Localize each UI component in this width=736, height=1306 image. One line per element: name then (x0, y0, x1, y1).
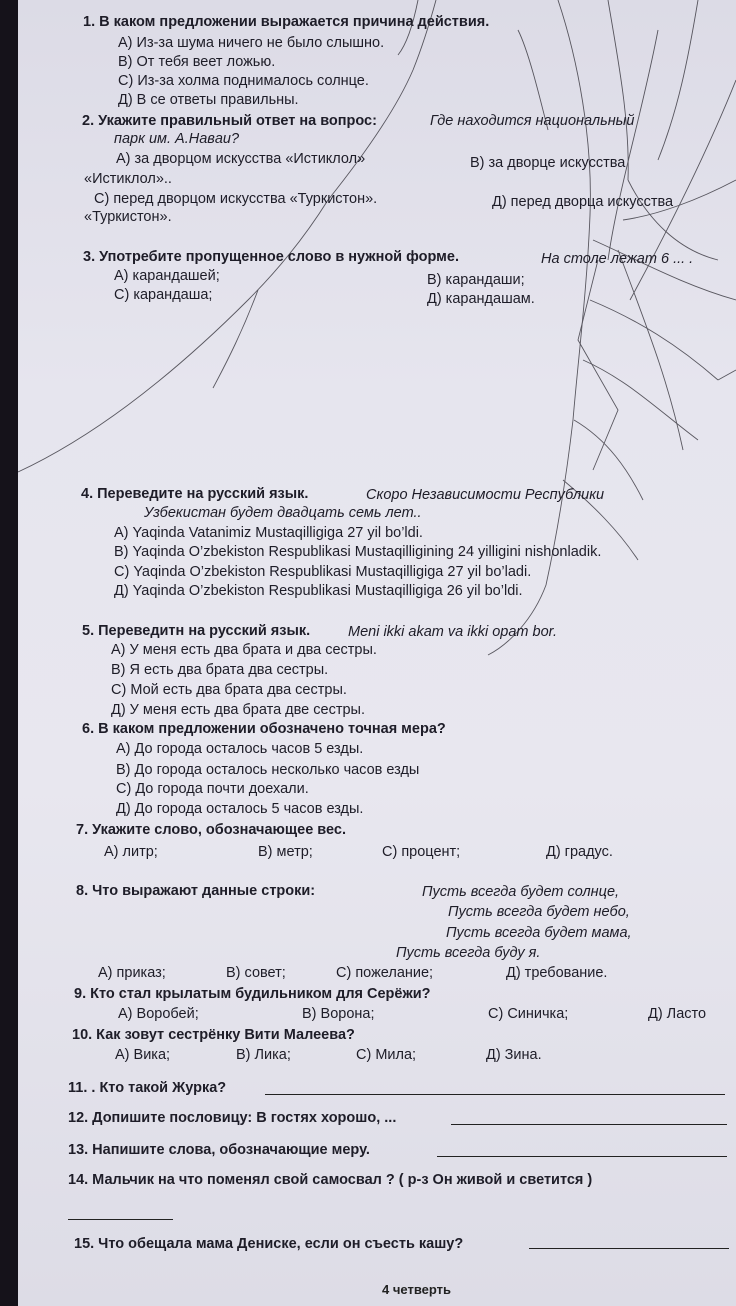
q8-poem-line-1: Пусть всегда будет солнце, (422, 884, 620, 900)
question-5-text: Meni ikki akam va ikki opam bor. (348, 624, 557, 640)
q9-option-d: Д) Ласто (648, 1006, 707, 1022)
question-3-text: На столе лежат 6 ... . (541, 251, 694, 267)
q1-option-b: В) От тебя веет ложью. (118, 54, 276, 70)
question-5-title: 5. Переведитн на русский язык. (82, 623, 311, 639)
question-3-title: 3. Употребите пропущенное слово в нужной форме. (83, 249, 459, 265)
q6-option-b: В) До города осталось несколько часов езды (116, 762, 420, 778)
q14-answer-line (68, 1219, 173, 1220)
q5-option-b: В) Я есть два брата два сестры. (111, 662, 329, 678)
question-2-title: 2. Укажите правильный ответ на вопрос: (82, 113, 377, 129)
question-13: 13. Напишите слова, обозначающие меру. (68, 1142, 370, 1158)
question-4-text-cont: Узбекистан будет двадцать семь лет.. (144, 505, 422, 521)
q2-option-a: А) за дворцом искусства «Истиклол» (116, 151, 366, 167)
q5-option-a: А) У меня есть два брата и два сестры. (111, 642, 377, 658)
q1-option-a: А) Из-за шума ничего не было слышно. (118, 35, 385, 51)
q2-option-d: Д) перед дворца искусства (492, 194, 674, 210)
question-14: 14. Мальчик на что поменял свой самосвал ? ( р-з Он живой и светится ) (68, 1172, 593, 1188)
q8-option-a: А) приказ; (98, 965, 166, 981)
question-4-title: 4. Переведите на русский язык. (81, 486, 309, 502)
q10-option-c: С) Мила; (356, 1047, 417, 1063)
question-2-text: Где находится национальный (430, 113, 635, 129)
q3-option-c: С) карандаша; (114, 287, 213, 303)
q6-option-d: Д) До города осталось 5 часов езды. (116, 801, 364, 817)
q2-option-a-cont: «Истиклол».. (84, 171, 172, 187)
q4-option-c: С) Yaqinda O’zbekiston Respublikasi Mustaqilligiga 27 yil bo’ladi. (114, 564, 532, 580)
q5-option-c: С) Мой есть два брата два сестры. (111, 682, 347, 698)
q4-option-a: А) Yaqinda Vatanimiz Mustaqilligiga 27 yil bo’ldi. (114, 525, 423, 541)
question-15: 15. Что обещала мама Дениске, если он съесть кашу? (74, 1236, 464, 1252)
q7-option-d: Д) градус. (546, 844, 613, 860)
q8-poem-line-2: Пусть всегда будет небо, (448, 904, 630, 920)
question-8-title: 8. Что выражают данные строки: (76, 883, 316, 899)
q13-answer-line (437, 1156, 727, 1157)
question-4-text: Скоро Независимости Республики (366, 487, 605, 503)
q2-option-c-cont: «Туркистон». (84, 209, 172, 225)
q4-option-d: Д) Yaqinda O’zbekiston Respublikasi Mustaqilligiga 26 yil bo’ldi. (114, 583, 523, 599)
q7-option-b: В) метр; (258, 844, 313, 860)
q10-option-a: А) Вика; (115, 1047, 171, 1063)
question-7-title: 7. Укажите слово, обозначающее вес. (76, 822, 346, 838)
q8-option-c: С) пожелание; (336, 965, 434, 981)
q8-poem-line-4: Пусть всегда буду я. (396, 945, 541, 961)
q8-option-d: Д) требование. (506, 965, 608, 981)
q4-option-b: В) Yaqinda O’zbekiston Respublikasi Mustaqilligining 24 yilligini nishonladik. (114, 544, 602, 560)
q9-option-c: С) Синичка; (488, 1006, 569, 1022)
q6-option-a: А) До города осталось часов 5 езды. (116, 741, 364, 757)
q7-option-c: С) процент; (382, 844, 461, 860)
q3-option-a: А) карандашей; (114, 268, 220, 284)
q3-option-d: Д) карандашам. (427, 291, 535, 307)
q11-answer-line (265, 1094, 725, 1095)
question-10-title: 10. Как зовут сестрёнку Вити Малеева? (72, 1027, 355, 1043)
q3-option-b: В) карандаши; (427, 272, 525, 288)
q2-option-b: В) за дворце искусства (470, 155, 626, 171)
test-sheet (18, 0, 736, 1306)
q2-option-c: С) перед дворцом искусства «Туркистон». (94, 191, 378, 207)
question-1-title: 1. В каком предложении выражается причина действия. (83, 14, 490, 30)
q9-option-b: В) Ворона; (302, 1006, 375, 1022)
question-11: 11. . Кто такой Журка? (68, 1080, 227, 1096)
q7-option-a: А) литр; (104, 844, 158, 860)
q8-poem-line-3: Пусть всегда будет мама, (446, 925, 632, 941)
q6-option-c: С) До города почти доехали. (116, 781, 309, 797)
question-9-title: 9. Кто стал крылатым будильником для Серёжи? (74, 986, 431, 1002)
q1-option-d: Д) В се ответы правильны. (118, 92, 299, 108)
q8-option-b: В) совет; (226, 965, 286, 981)
quarter-footer: 4 четверть (382, 1282, 451, 1297)
question-6-title: 6. В каком предложении обозначено точная мера? (82, 721, 446, 737)
q5-option-d: Д) У меня есть два брата две сестры. (111, 702, 365, 718)
q1-option-c: С) Из-за холма поднималось солнце. (118, 73, 369, 89)
question-2-text-cont: парк им. А.Навaи? (114, 131, 240, 147)
q10-option-b: В) Лика; (236, 1047, 291, 1063)
q12-answer-line (451, 1124, 727, 1125)
q10-option-d: Д) Зина. (486, 1047, 542, 1063)
q9-option-a: А) Воробей; (118, 1006, 199, 1022)
q15-answer-line (529, 1248, 729, 1249)
question-12: 12. Допишите пословицу: В гостях хорошо, ... (68, 1110, 397, 1126)
